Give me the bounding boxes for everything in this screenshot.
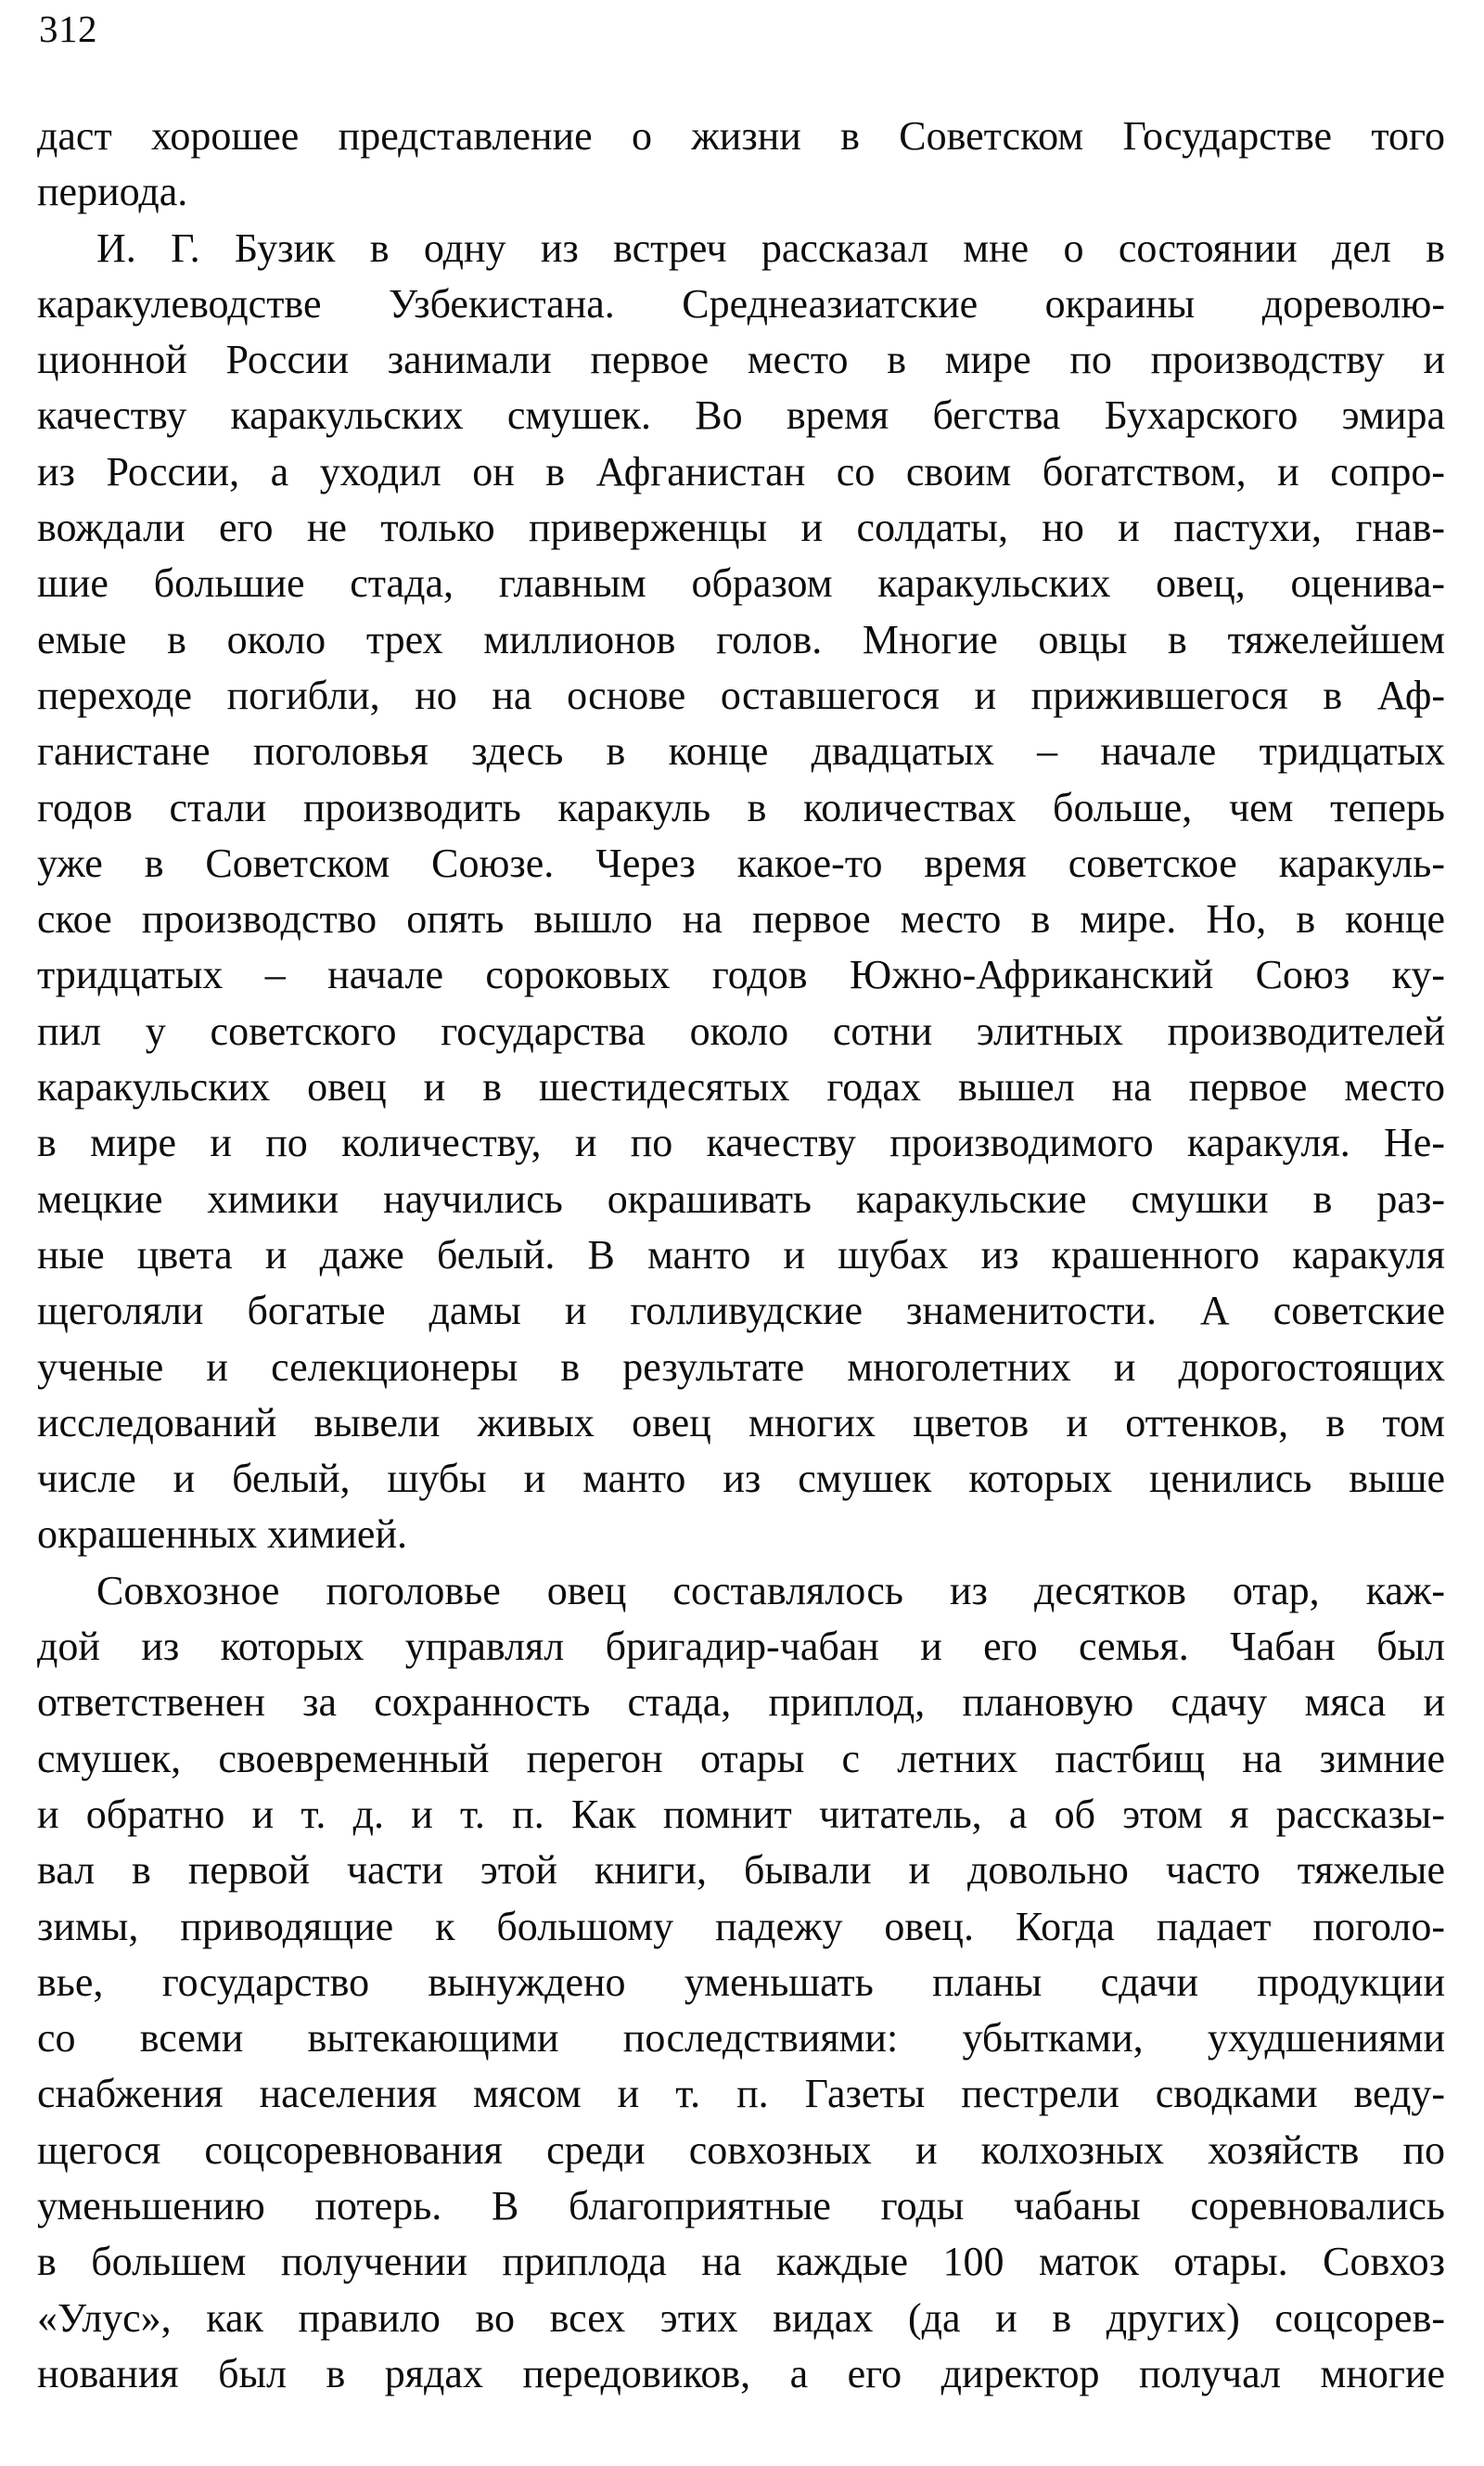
text-line: И. Г. Бузик в одну из встреч рассказал мне о состоянии дел в — [96, 225, 1445, 271]
text-line: и обратно и т. д. и т. п. Как помнит читатель, а об этом я рассказы- — [37, 1791, 1445, 1837]
text-line: ганистане поголовья здесь в конце двадцатых – начале тридцатых — [37, 728, 1445, 775]
text-line: тридцатых – начале сороковых годов Южно-Африканский Союз ку- — [37, 952, 1445, 998]
text-line: периода. — [37, 169, 188, 215]
text-line: дой из которых управлял бригадир-чабан и его семья. Чабан был — [37, 1624, 1445, 1670]
text-line: годов стали производить каракуль в количествах больше, чем теперь — [37, 784, 1445, 830]
text-line: даст хорошее представление о жизни в Советском Государстве того — [37, 113, 1445, 159]
text-line: нования был в рядах передовиков, а его директор получал многие — [37, 2350, 1445, 2396]
text-line: в большем получении приплода на каждые 100 маток отары. Совхоз — [37, 2239, 1445, 2285]
text-line: переходе погибли, но на основе оставшегося и прижившегося в Аф- — [37, 672, 1445, 718]
text-line: исследований вывели живых овец многих цветов и оттенков, в том — [37, 1399, 1445, 1445]
page-number: 312 — [39, 7, 97, 50]
text-line: шие большие стада, главным образом каракульских овец, оценива- — [37, 560, 1445, 607]
text-line: каракулеводстве Узбекистана. Среднеазиатские окраины дореволю- — [37, 280, 1445, 327]
text-line: вье, государство вынуждено уменьшать планы сдачи продукции — [37, 1959, 1445, 2005]
text-line: пил у советского государства около сотни элитных производителей — [37, 1008, 1445, 1054]
text-line: вождали его не только приверженцы и солдаты, но и пастухи, гнав- — [37, 505, 1445, 551]
text-line: ные цвета и даже белый. В манто и шубах из крашенного каракуля — [37, 1231, 1445, 1278]
text-line: емые в около трех миллионов голов. Многие овцы в тяжелейшем — [37, 616, 1445, 662]
text-line: ское производство опять вышло на первое место в мире. Но, в конце — [37, 896, 1445, 943]
text-line: смушек, своевременный перегон отары с летних пастбищ на зимние — [37, 1735, 1445, 1781]
text-line: окрашенных химией. — [37, 1511, 407, 1558]
text-line: ученые и селекционеры в результате многолетних и дорогостоящих — [37, 1343, 1445, 1390]
body-text — [37, 109, 1445, 2402]
text-line: качеству каракульских смушек. Во время бегства Бухарского эмира — [37, 392, 1445, 439]
text-line: щеголяли богатые дамы и голливудские знаменитости. А советские — [37, 1288, 1445, 1334]
text-line: ционной России занимали первое место в мире по производству и — [37, 337, 1445, 383]
text-line: числе и белый, шубы и манто из смушек которых ценились выше — [37, 1456, 1445, 1502]
text-line: мецкие химики научились окрашивать каракульские смушки в раз- — [37, 1175, 1445, 1222]
text-line: «Улус», как правило во всех этих видах (да и в других) соцсорев- — [37, 2294, 1445, 2341]
text-line: каракульских овец и в шестидесятых годах вышел на первое место — [37, 1064, 1445, 1111]
text-line: вал в первой части этой книги, бывали и довольно часто тяжелые — [37, 1847, 1445, 1894]
text-line: со всеми вытекающими последствиями: убытками, ухудшениями — [37, 2015, 1445, 2061]
text-line: уменьшению потерь. В благоприятные годы чабаны соревновались — [37, 2182, 1445, 2228]
text-line: Совхозное поголовье овец составлялось из десятков отар, каж- — [96, 1567, 1445, 1613]
text-line: щегося соцсоревнования среди совхозных и колхозных хозяйств по — [37, 2126, 1445, 2173]
text-line: уже в Советском Союзе. Через какое-то время советское каракуль- — [37, 840, 1445, 886]
text-line: ответственен за сохранность стада, приплод, плановую сдачу мяса и — [37, 1679, 1445, 1726]
text-line: зимы, приводящие к большому падежу овец. Когда падает поголо- — [37, 1903, 1445, 1949]
text-line: из России, а уходил он в Афганистан со своим богатством, и сопро- — [37, 448, 1445, 494]
text-line: снабжения населения мясом и т. п. Газеты пестрели сводками веду- — [37, 2071, 1445, 2117]
text-line: в мире и по количеству, и по качеству производимого каракуля. Не- — [37, 1120, 1445, 1166]
